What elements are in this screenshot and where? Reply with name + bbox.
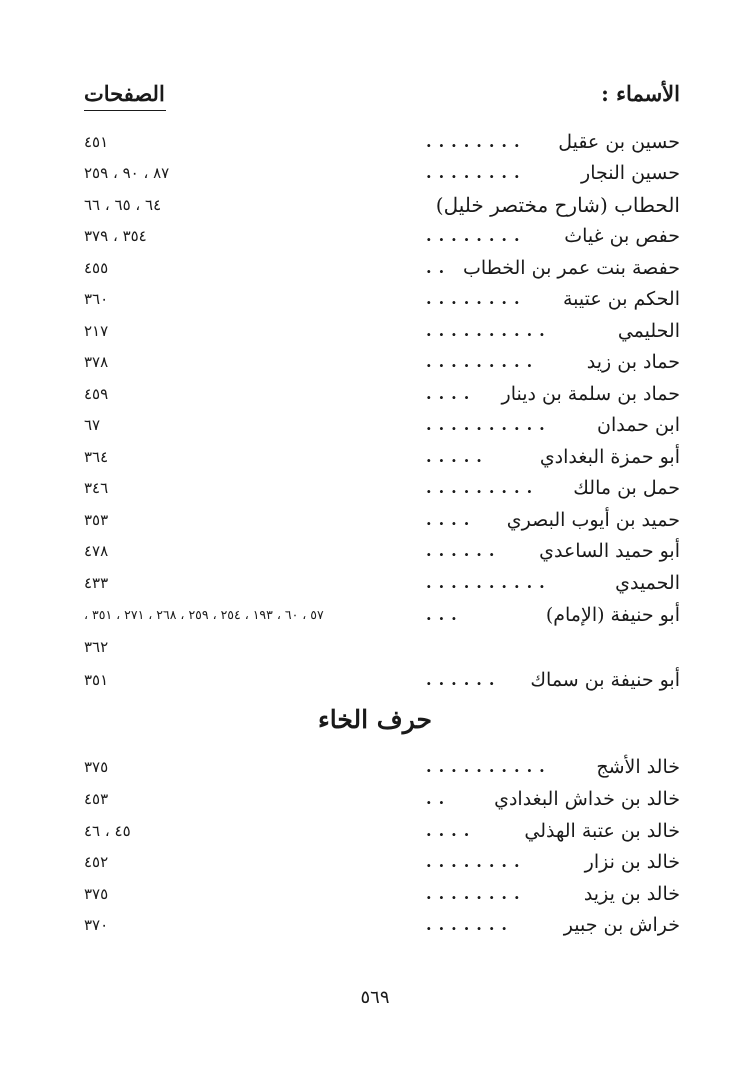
index-entry (84, 284, 680, 314)
leader-dots: .......... (426, 573, 552, 592)
leader-dots: ........ (426, 289, 527, 308)
entry-name: ابن حمدان (596, 414, 680, 436)
leader-dots: .... (426, 510, 477, 529)
entry-name: أبو حمزة البغدادي (539, 446, 680, 468)
entry-name: حمل بن مالك (573, 477, 680, 499)
index-entry (84, 632, 680, 662)
leader-dots: ....... (426, 915, 514, 934)
leader-dots: .......... (426, 757, 552, 776)
entry-pages: ٤٧٨ (84, 542, 109, 560)
entry-pages: ٤٥١ (84, 133, 109, 151)
index-entry (84, 879, 680, 909)
index-entry (84, 316, 680, 346)
leader-dots: ........ (426, 163, 527, 182)
leader-dots: ........ (426, 132, 527, 151)
entry-name: خالد بن عتبة الهذلي (524, 820, 680, 842)
index-entry (84, 816, 680, 846)
leader-dots: .......... (426, 321, 552, 340)
index-entry (84, 665, 680, 695)
entry-name: الحكم بن عتيبة (562, 288, 680, 310)
leader-dots: ... (426, 605, 464, 624)
entry-pages: ٤٥٩ (84, 385, 109, 403)
entry-pages: ٢١٧ (84, 322, 109, 340)
entry-name: خالد بن خداش البغدادي (494, 788, 680, 810)
entry-name: حفصة بنت عمر بن الخطاب (462, 257, 680, 279)
index-entry (84, 536, 680, 566)
page-number: ٥٦٩ (360, 987, 390, 1008)
entry-pages: ٣٦٢ (84, 638, 109, 656)
leader-dots: .. (426, 258, 452, 277)
entry-name: حسين النجار (581, 162, 680, 184)
leader-dots: ..... (426, 447, 489, 466)
entry-name: خراش بن جبير (563, 914, 680, 936)
pages-column-header: الصفحات (84, 80, 166, 111)
index-entry (84, 190, 680, 220)
index-entry (84, 158, 680, 188)
leader-dots: ........ (426, 852, 527, 871)
entry-pages: ٣٥٤ ، ٣٧٩ (84, 227, 147, 245)
index-entry (84, 127, 680, 157)
entry-name: خالد بن نزار (584, 851, 680, 873)
index-entry (84, 505, 680, 535)
section-title: حرف الخاء (318, 705, 432, 734)
entry-name: حفص بن غياث (564, 225, 680, 247)
entry-name: الحميدي (615, 572, 680, 594)
entry-pages: ٨٧ ، ٩٠ ، ٢٥٩ (84, 164, 170, 182)
index-entry (84, 442, 680, 472)
index-entry (84, 910, 680, 940)
index-entry (84, 347, 680, 377)
entry-name: خالد الأشج (596, 756, 680, 778)
entry-pages: ٤٣٣ (84, 574, 109, 592)
index-entry (84, 784, 680, 814)
leader-dots: ......... (426, 352, 540, 371)
entry-name: خالد بن يزيد (583, 883, 680, 905)
index-entry (84, 221, 680, 251)
entry-pages: ٦٧ (84, 416, 101, 434)
entry-name: الحطاب (شارح مختصر خليل) (435, 193, 680, 217)
entry-pages: ٦٤ ، ٦٥ ، ٦٦ (84, 196, 162, 214)
names-column-header: الأسماء : (601, 81, 680, 106)
entry-pages: ٣٤٦ (84, 479, 109, 497)
leader-dots: ......... (426, 478, 540, 497)
index-entry (84, 752, 680, 782)
entry-name: حميد بن أيوب البصري (506, 509, 680, 531)
entry-pages: ٤٥٢ (84, 853, 109, 871)
leader-dots: .... (426, 384, 477, 403)
index-entry (84, 600, 680, 630)
leader-dots: .... (426, 821, 477, 840)
leader-dots: ...... (426, 541, 502, 560)
entry-pages: ٣٧٠ (84, 916, 109, 934)
index-entry (84, 473, 680, 503)
entry-name: الحليمي (617, 320, 680, 342)
leader-dots: ...... (426, 670, 502, 689)
entry-pages: ٣٦٤ (84, 448, 109, 466)
entry-pages: ٥٧ ، ٦٠ ، ١٩٣ ، ٢٥٤ ، ٢٥٩ ، ٢٦٨ ، ٢٧١ ، ٣٥١ ، (84, 607, 324, 622)
entry-name: أبو حنيفة بن سماك (530, 669, 680, 691)
index-entry (84, 379, 680, 409)
entry-name: حماد بن زيد (586, 351, 680, 373)
entry-pages: ٣٧٨ (84, 353, 109, 371)
entry-pages: ٣٦٠ (84, 290, 109, 308)
entry-pages: ٤٥ ، ٤٦ (84, 822, 131, 840)
index-entry (84, 568, 680, 598)
leader-dots: ........ (426, 884, 527, 903)
entry-pages: ٤٥٥ (84, 259, 109, 277)
leader-dots: .......... (426, 415, 552, 434)
entry-pages: ٤٥٣ (84, 790, 109, 808)
entry-name: أبو حميد الساعدي (539, 540, 680, 562)
entry-pages: ٣٧٥ (84, 885, 109, 903)
entry-name: حماد بن سلمة بن دينار (501, 383, 680, 405)
entry-name: أبو حنيفة (الإمام) (545, 604, 680, 626)
index-entry (84, 847, 680, 877)
entry-pages: ٣٥١ (84, 671, 109, 689)
entry-name: حسين بن عقيل (558, 131, 680, 153)
index-entry (84, 253, 680, 283)
leader-dots: .. (426, 789, 452, 808)
index-entry (84, 410, 680, 440)
leader-dots: ........ (426, 226, 527, 245)
entry-pages: ٣٥٣ (84, 511, 109, 529)
entry-pages: ٣٧٥ (84, 758, 109, 776)
